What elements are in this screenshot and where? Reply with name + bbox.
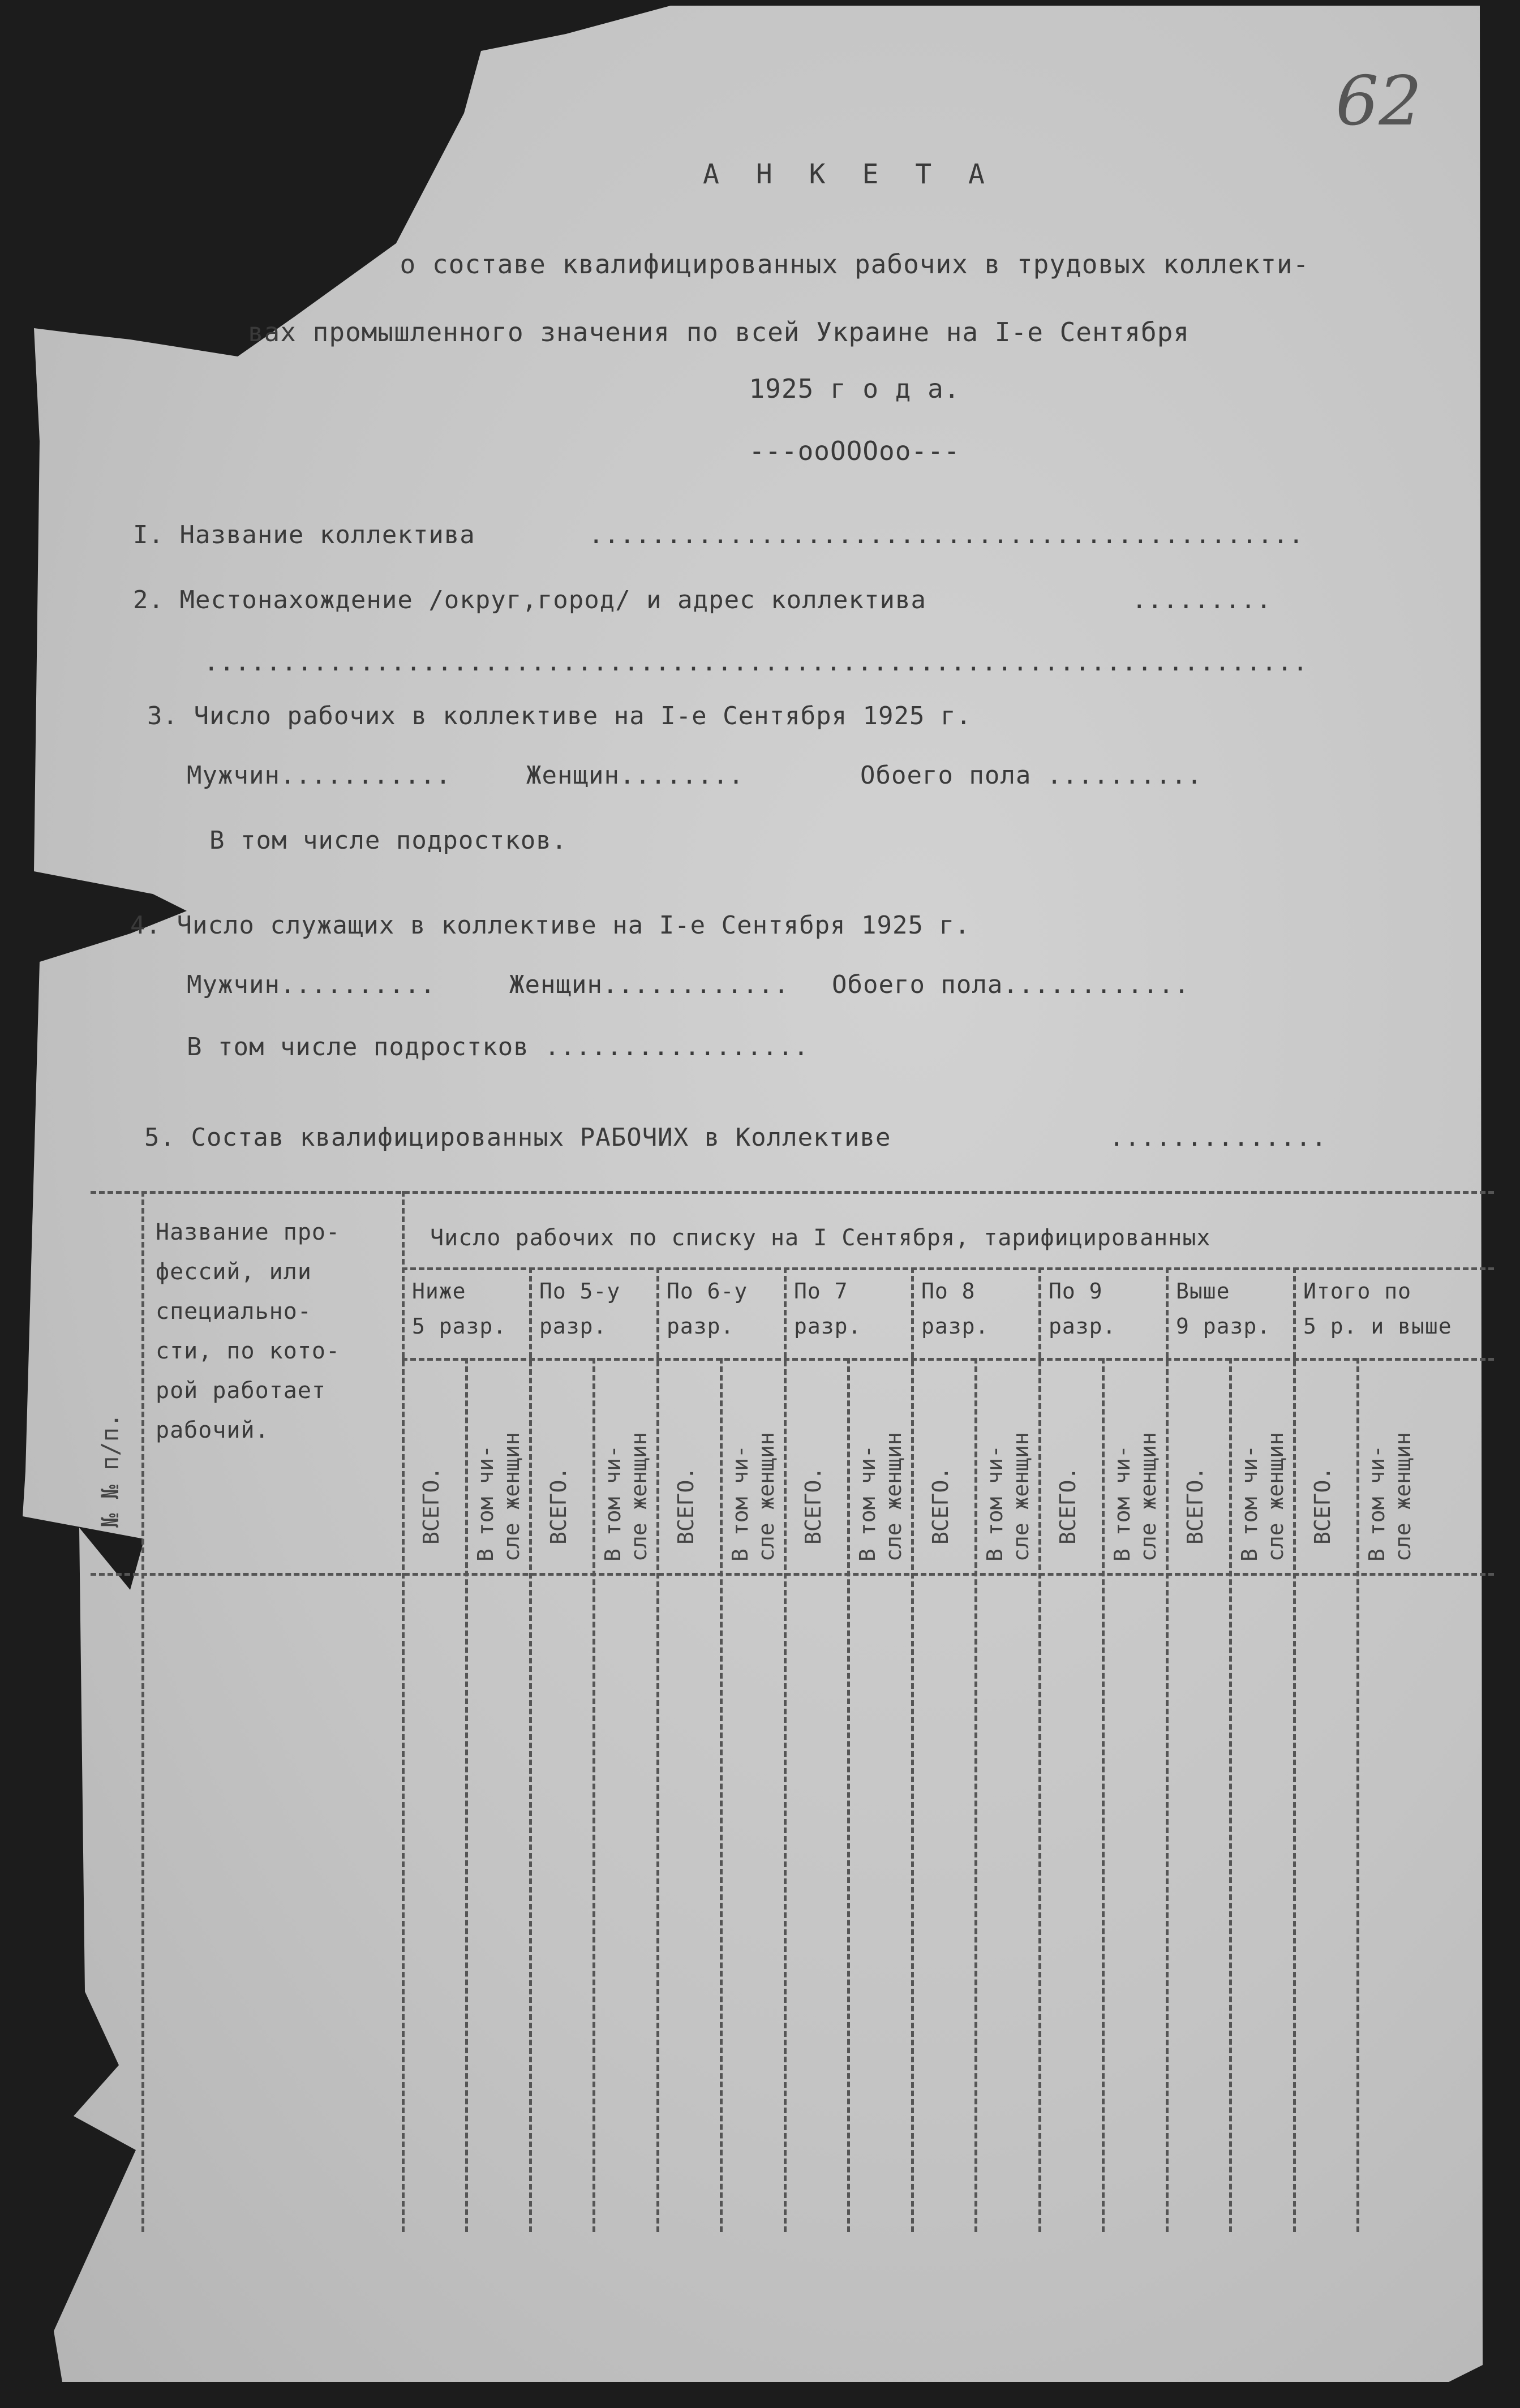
table-subcol-rule <box>465 1358 468 2232</box>
subcol-women-label: В том чи- <box>728 1445 753 1562</box>
subcol-women-label: сле женщин <box>881 1432 906 1562</box>
form-title: А Н К Е Т А <box>703 158 995 190</box>
table-col-rule <box>529 1267 532 2232</box>
table-subheader-rule <box>402 1358 1494 1361</box>
table-subcol-rule <box>1229 1358 1232 2232</box>
q4-women[interactable]: Женщин............ <box>509 970 789 999</box>
grade-group-label: По 9 <box>1049 1279 1103 1304</box>
grade-group-label: По 5-у <box>539 1279 621 1304</box>
grade-group-label: разр. <box>794 1314 862 1339</box>
grade-group-label: Ниже <box>412 1279 466 1304</box>
subcol-women-label: сле женщин <box>754 1432 779 1562</box>
subcol-women-label: В том чи- <box>1364 1445 1389 1562</box>
subcol-total-label: ВСЕГО. <box>928 1467 953 1545</box>
grade-group-label: 5 разр. <box>412 1314 507 1339</box>
q1-label: I. Название коллектива <box>133 521 475 549</box>
subcol-total-label: ВСЕГО. <box>1183 1467 1208 1545</box>
grade-group-label: разр. <box>667 1314 735 1339</box>
grade-group-label: разр. <box>921 1314 989 1339</box>
table-subcol-rule <box>1102 1358 1105 2232</box>
q4-minors[interactable]: В том числе подростков ................. <box>187 1033 809 1061</box>
table-subcol-rule <box>974 1358 977 2232</box>
q2-label: 2. Местонахождение /округ,город/ и адрес коллектива <box>133 586 927 614</box>
q5-fill-line[interactable]: .............. <box>1109 1123 1327 1152</box>
table-col-profession-line: фессий, или <box>156 1259 312 1285</box>
subcol-women-label: В том чи- <box>855 1445 880 1562</box>
q3-label: 3. Число рабочих в коллективе на I-е Сентября 1925 г. <box>147 702 972 730</box>
subcol-total-label: ВСЕГО. <box>1310 1467 1335 1545</box>
q1-fill-line[interactable]: .............................................. <box>589 521 1304 549</box>
q4-label: 4. Число служащих в коллективе на I-е Сентября 1925 г. <box>130 911 971 940</box>
q5-label: 5. Состав квалифицированных РАБОЧИХ в Коллективе <box>144 1123 891 1152</box>
table-col-profession-line: специально- <box>156 1298 312 1325</box>
subcol-total-label: ВСЕГО. <box>546 1467 571 1545</box>
grade-group-label: разр. <box>539 1314 607 1339</box>
subcol-women-label: сле женщин <box>499 1432 524 1562</box>
q2-fill-line[interactable]: ......... <box>1132 586 1272 614</box>
table-top-rule <box>91 1191 1494 1194</box>
subcol-women-label: сле женщин <box>1136 1432 1161 1562</box>
table-header-rule <box>402 1267 1494 1270</box>
q3-minors[interactable]: В том числе подростков. <box>209 826 568 855</box>
table-col-profession-line: Название про- <box>156 1219 341 1245</box>
table-subcol-rule <box>592 1358 595 2232</box>
subcol-total-label: ВСЕГО. <box>1055 1467 1080 1545</box>
table-col-rule <box>656 1267 659 2232</box>
grade-group-label: 9 разр. <box>1176 1314 1271 1339</box>
table-col-rule <box>1293 1267 1296 2232</box>
table-col-rule <box>1038 1267 1041 2232</box>
q4-both[interactable]: Обоего пола............ <box>832 970 1190 999</box>
table-col-profession-line: рой работает <box>156 1378 326 1404</box>
table-col-rule <box>402 1191 405 2232</box>
table-col-profession-line: рабочий. <box>156 1417 269 1443</box>
table-subcol-rule <box>720 1358 723 2232</box>
subcol-women-label: В том чи- <box>600 1445 625 1562</box>
subcol-women-label: В том чи- <box>982 1445 1007 1562</box>
q2-fill-line-2[interactable]: ....................................................................... <box>204 648 1308 677</box>
q4-men[interactable]: Мужчин.......... <box>187 970 436 999</box>
q3-men[interactable]: Мужчин........... <box>187 761 452 790</box>
grade-group-label: По 6-у <box>667 1279 748 1304</box>
form-year-line: 1925 г о д а. <box>749 373 960 404</box>
subcol-total-label: ВСЕГО. <box>673 1467 698 1545</box>
subcol-women-label: сле женщин <box>1008 1432 1033 1562</box>
table-col-number-header: № № п/п. <box>96 1413 124 1528</box>
table-col-rule <box>141 1191 144 2232</box>
q3-women[interactable]: Женщин........ <box>526 761 744 790</box>
subcol-women-label: сле женщин <box>626 1432 651 1562</box>
table-col-rule <box>784 1267 787 2232</box>
subcol-women-label: В том чи- <box>1110 1445 1135 1562</box>
subcol-women-label: В том чи- <box>1237 1445 1262 1562</box>
subcol-women-label: сле женщин <box>1263 1432 1288 1562</box>
table-top-header: Число рабочих по списку на I Сентября, тарифицированных <box>430 1225 1211 1251</box>
grade-group-label: Выше <box>1176 1279 1230 1304</box>
grade-group-label: 5 р. и выше <box>1303 1314 1452 1339</box>
subcol-total-label: ВСЕГО. <box>801 1467 826 1545</box>
table-header-bottom-rule <box>91 1573 1494 1576</box>
grade-group-label: По 7 <box>794 1279 848 1304</box>
title-separator: ---ооОООоо--- <box>749 436 960 466</box>
grade-group-label: разр. <box>1049 1314 1117 1339</box>
table-col-profession-line: сти, по кото- <box>156 1338 341 1364</box>
form-subtitle-line-2: вах промышленного значения по всей Украине на I-е Сентября <box>247 317 1190 347</box>
subcol-total-label: ВСЕГО. <box>419 1467 444 1545</box>
archive-page-number: 62 <box>1336 62 1422 141</box>
grade-group-label: Итого по <box>1303 1279 1412 1304</box>
grade-group-label: По 8 <box>921 1279 976 1304</box>
table-col-rule <box>1166 1267 1169 2232</box>
table-col-rule <box>911 1267 914 2232</box>
subcol-women-label: сле женщин <box>1390 1432 1415 1562</box>
table-subcol-rule <box>847 1358 850 2232</box>
subcol-women-label: В том чи- <box>473 1445 498 1562</box>
q3-both[interactable]: Обоего пола .......... <box>860 761 1203 790</box>
form-subtitle-line-1: о составе квалифицированных рабочих в трудовых коллекти- <box>400 249 1309 280</box>
table-subcol-rule <box>1356 1358 1359 2232</box>
